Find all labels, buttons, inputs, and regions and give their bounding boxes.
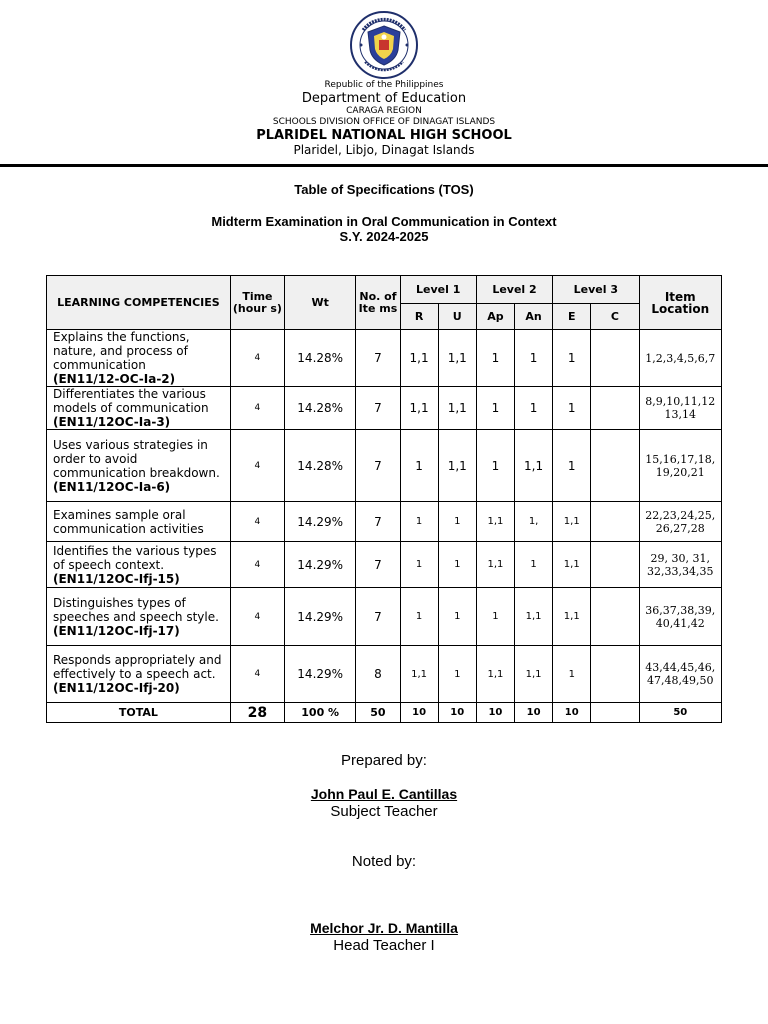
ap-cell: 1: [476, 330, 514, 387]
e-cell: 1: [553, 330, 591, 387]
header-level1: Level 1: [400, 276, 476, 304]
r-cell: 1: [400, 588, 438, 646]
total-e: 10: [553, 703, 591, 723]
competency-text: Responds appropriately and effectively to a speech act.: [53, 653, 222, 681]
c-cell: [591, 542, 639, 588]
u-cell: 1: [438, 588, 476, 646]
table-row: [47, 430, 722, 502]
r-cell: 1,1: [400, 330, 438, 387]
wt-cell: 14.28%: [285, 387, 356, 430]
e-cell: 1,1: [553, 588, 591, 646]
location-cell: 43,44,45,46, 47,48,49,50: [639, 646, 721, 703]
time-cell: 4: [230, 588, 284, 646]
header-level2: Level 2: [476, 276, 552, 304]
total-label: TOTAL: [47, 703, 231, 723]
competency-code: (EN11/12OC-Ifj-17): [53, 623, 180, 638]
competency-text: Distinguishes types of speeches and speech style.: [53, 595, 219, 624]
e-cell: 1: [553, 646, 591, 703]
c-cell: [591, 330, 639, 387]
region-text: CARAGA REGION: [346, 106, 422, 116]
c-cell: [591, 646, 639, 703]
competency-cell: [47, 330, 231, 387]
time-cell: 4: [230, 502, 284, 542]
competency-code: (EN11/12OC-Ia-6): [53, 479, 171, 494]
table-row: [47, 542, 722, 588]
e-cell: 1: [553, 387, 591, 430]
ap-cell: 1: [476, 387, 514, 430]
items-cell: 7: [356, 588, 400, 646]
total-ap: 10: [476, 703, 514, 723]
competency-code: (EN11/12OC-Ifj-15): [53, 571, 180, 586]
competency-code: (EN11/12OC-Ifj-20): [53, 681, 180, 695]
competency-text: Differentiates the various models of communication: [53, 387, 209, 415]
header-level3: Level 3: [553, 276, 639, 304]
tos-table: [46, 275, 722, 723]
competency-cell: [47, 542, 231, 588]
c-cell: [591, 588, 639, 646]
noted-title: Head Teacher I: [333, 937, 435, 954]
total-r: 10: [400, 703, 438, 723]
header-divider: [0, 164, 768, 167]
header-time: Time (hour s): [230, 276, 284, 330]
header-items: No. of Ite ms: [356, 276, 400, 330]
competency-cell: [47, 430, 231, 502]
competency-text: Uses various strategies in order to avoid communication breakdown.: [53, 437, 220, 480]
items-cell: 7: [356, 502, 400, 542]
r-cell: 1: [400, 542, 438, 588]
document-titles: [0, 182, 768, 245]
prepared-block: [0, 786, 768, 820]
deped-seal-icon: [349, 10, 419, 80]
items-cell: 7: [356, 387, 400, 430]
prepared-name: John Paul E. Cantillas: [310, 786, 458, 802]
e-cell: 1,1: [553, 502, 591, 542]
header-e: E: [553, 304, 591, 330]
total-row: [47, 703, 722, 723]
noted-block: [0, 920, 768, 954]
an-cell: 1,: [515, 502, 553, 542]
table-row: [47, 646, 722, 703]
c-cell: [591, 387, 639, 430]
republic-text: Republic of the Philippines: [324, 80, 444, 90]
u-cell: 1,1: [438, 330, 476, 387]
time-cell: 4: [230, 387, 284, 430]
time-cell: 4: [230, 646, 284, 703]
header-r: R: [400, 304, 438, 330]
c-cell: [591, 430, 639, 502]
items-cell: 8: [356, 646, 400, 703]
header-u: U: [438, 304, 476, 330]
wt-cell: 14.28%: [285, 430, 356, 502]
wt-cell: 14.29%: [285, 502, 356, 542]
r-cell: 1: [400, 430, 438, 502]
total-wt: 100 %: [285, 703, 356, 723]
table-row: [47, 502, 722, 542]
r-cell: 1: [400, 502, 438, 542]
location-cell: 1,2,3,4,5,6,7: [639, 330, 721, 387]
time-cell: 4: [230, 430, 284, 502]
location-cell: 8,9,10,11,12 13,14: [639, 387, 721, 430]
an-cell: 1: [515, 387, 553, 430]
header-an: An: [515, 304, 553, 330]
time-cell: 4: [230, 542, 284, 588]
header-ap: Ap: [476, 304, 514, 330]
competency-text: Identifies the various types of speech context.: [53, 543, 217, 572]
an-cell: 1: [515, 542, 553, 588]
time-cell: 4: [230, 330, 284, 387]
competency-cell: [47, 646, 231, 703]
items-cell: 7: [356, 430, 400, 502]
tos-title: Table of Specifications (TOS): [294, 182, 474, 197]
table-row: [47, 330, 722, 387]
items-cell: 7: [356, 542, 400, 588]
header-competencies: LEARNING COMPETENCIES: [47, 276, 231, 330]
letterhead: [0, 10, 768, 157]
ap-cell: 1,1: [476, 646, 514, 703]
location-cell: 29, 30, 31, 32,33,34,35: [639, 542, 721, 588]
total-time: 28: [230, 703, 284, 723]
u-cell: 1: [438, 646, 476, 703]
competency-code: (EN11/12-OC-Ia-2): [53, 372, 176, 386]
prepared-title: Subject Teacher: [330, 803, 438, 820]
exam-title: Midterm Examination in Oral Communication in Context: [211, 214, 557, 229]
wt-cell: 14.29%: [285, 588, 356, 646]
header-c: C: [591, 304, 639, 330]
total-u: 10: [438, 703, 476, 723]
competency-cell: [47, 502, 231, 542]
wt-cell: 14.29%: [285, 646, 356, 703]
competency-cell: [47, 588, 231, 646]
r-cell: 1,1: [400, 646, 438, 703]
wt-cell: 14.28%: [285, 330, 356, 387]
ap-cell: 1,1: [476, 542, 514, 588]
location-cell: 22,23,24,25, 26,27,28: [639, 502, 721, 542]
noted-label: Noted by:: [351, 853, 417, 870]
division-text: SCHOOLS DIVISION OFFICE OF DINAGAT ISLANDS: [272, 117, 496, 127]
location-cell: 36,37,38,39, 40,41,42: [639, 588, 721, 646]
noted-name: Melchor Jr. D. Mantilla: [310, 920, 458, 936]
total-c: [591, 703, 639, 723]
r-cell: 1,1: [400, 387, 438, 430]
total-location: 50: [639, 703, 721, 723]
competency-cell: [47, 387, 231, 430]
table-row: [47, 387, 722, 430]
an-cell: 1,1: [515, 588, 553, 646]
u-cell: 1,1: [438, 387, 476, 430]
ap-cell: 1,1: [476, 502, 514, 542]
prepared-label: Prepared by:: [341, 752, 427, 769]
competency-code: (EN11/12OC-Ia-3): [53, 415, 171, 429]
total-items: 50: [356, 703, 400, 723]
school-address: Plaridel, Libjo, Dinagat Islands: [293, 143, 475, 157]
an-cell: 1,1: [515, 646, 553, 703]
wt-cell: 14.29%: [285, 542, 356, 588]
c-cell: [591, 502, 639, 542]
an-cell: 1,1: [515, 430, 553, 502]
ap-cell: 1: [476, 588, 514, 646]
u-cell: 1: [438, 502, 476, 542]
ap-cell: 1: [476, 430, 514, 502]
e-cell: 1: [553, 430, 591, 502]
total-an: 10: [515, 703, 553, 723]
u-cell: 1,1: [438, 430, 476, 502]
e-cell: 1,1: [553, 542, 591, 588]
table-row: [47, 588, 722, 646]
an-cell: 1: [515, 330, 553, 387]
items-cell: 7: [356, 330, 400, 387]
u-cell: 1: [438, 542, 476, 588]
header-wt: Wt: [285, 276, 356, 330]
school-name: PLARIDEL NATIONAL HIGH SCHOOL: [256, 128, 512, 143]
competency-text: Examines sample oral communication activities: [53, 507, 204, 536]
location-cell: 15,16,17,18, 19,20,21: [639, 430, 721, 502]
competency-text: Explains the functions, nature, and process of communication: [53, 330, 190, 372]
header-location: Item Location: [639, 276, 721, 330]
department-text: Department of Education: [301, 91, 467, 106]
school-year: S.Y. 2024-2025: [339, 229, 429, 244]
